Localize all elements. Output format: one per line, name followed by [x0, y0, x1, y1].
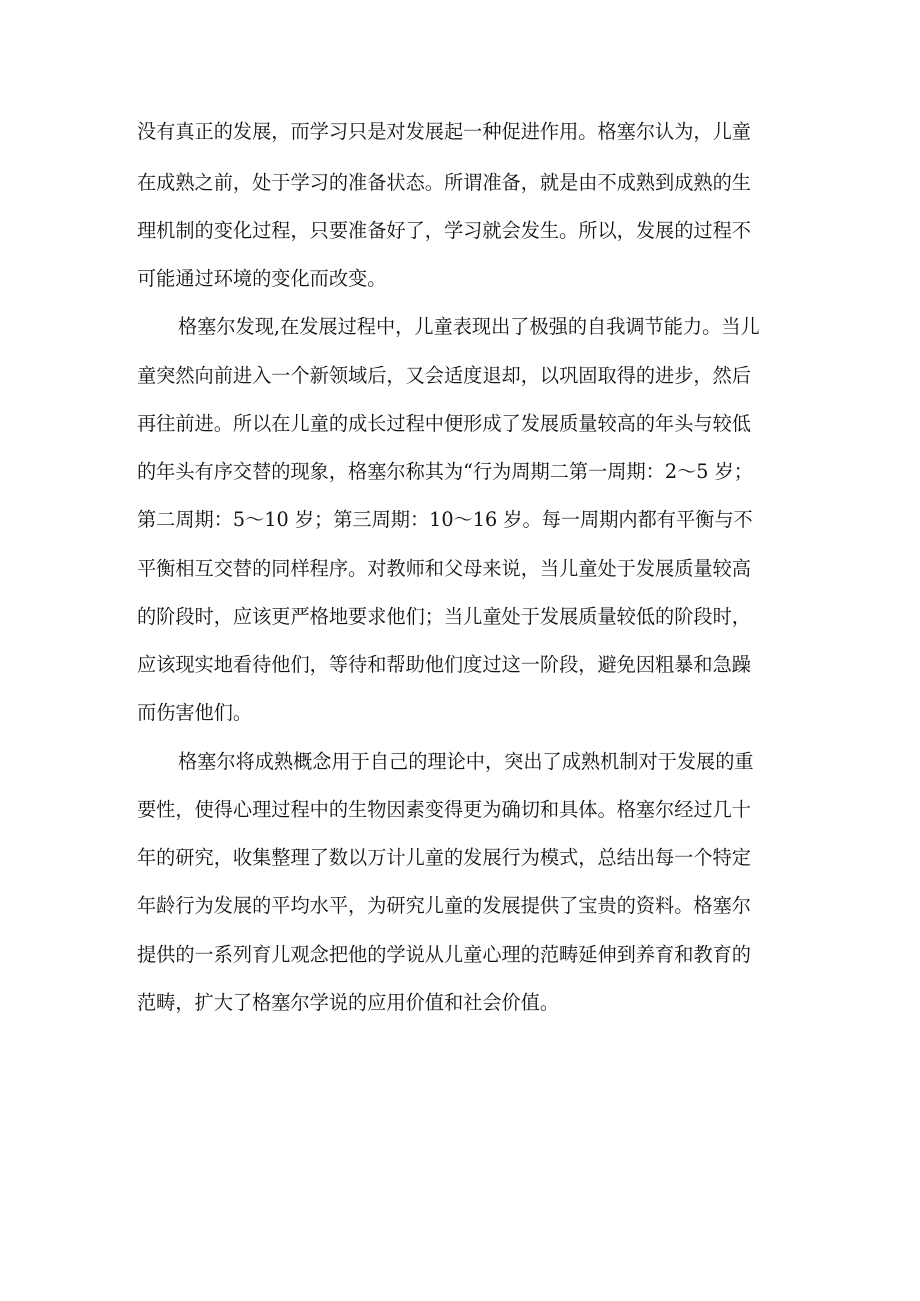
text-line: 年的研究，收集整理了数以万计儿童的发展行为模式，总结出每一个特定	[137, 846, 751, 869]
text-line: 而伤害他们。	[137, 701, 253, 724]
text-line: 理机制的变化过程，只要准备好了，学习就会发生。所以，发展的过程不	[137, 219, 751, 242]
text-line: 的阶段时，应该更严格地要求他们；当儿童处于发展质量较低的阶段时，	[137, 605, 751, 628]
text-line: 没有真正的发展，而学习只是对发展起一种促进作用。格塞尔认为，儿童	[137, 120, 751, 143]
text-line: 要性，使得心理过程中的生物因素变得更为确切和具体。格塞尔经过几十	[137, 798, 751, 821]
text-line: 第二周期：5～10 岁；第三周期：10～16 岁。每一周期内都有平衡与不	[137, 508, 753, 531]
text-line: 年龄行为发展的平均水平，为研究儿童的发展提供了宝贵的资料。格塞尔	[137, 894, 751, 917]
text-line: 的年头有序交替的现象，格塞尔称其为“行为周期二第一周期：2～5 岁；	[137, 460, 753, 483]
text-line: 格塞尔将成熟概念用于自己的理论中，突出了成熟机制对于发展的重	[178, 750, 754, 773]
text-line: 再往前进。所以在儿童的成长过程中便形成了发展质量较高的年头与较低	[137, 412, 751, 435]
text-line: 可能通过环境的变化而改变。	[137, 267, 387, 290]
text-line: 平衡相互交替的同样程序。对教师和父母来说，当儿童处于发展质量较高	[137, 557, 751, 580]
text-line: 格塞尔发现,在发展过程中，儿童表现出了极强的自我调节能力。当儿	[178, 315, 760, 338]
text-line: 应该现实地看待他们，等待和帮助他们度过这一阶段，避免因粗暴和急躁	[137, 653, 751, 676]
text-line: 提供的一系列育儿观念把他的学说从儿童心理的范畴延伸到养育和教育的	[137, 943, 751, 966]
text-line: 范畴，扩大了格塞尔学说的应用价值和社会价值。	[137, 991, 560, 1014]
text-line: 在成熟之前，处于学习的准备状态。所谓准备，就是由不成熟到成熟的生	[137, 171, 751, 194]
text-line: 童突然向前进入一个新领域后，又会适度退却，以巩固取得的进步，然后	[137, 364, 751, 387]
